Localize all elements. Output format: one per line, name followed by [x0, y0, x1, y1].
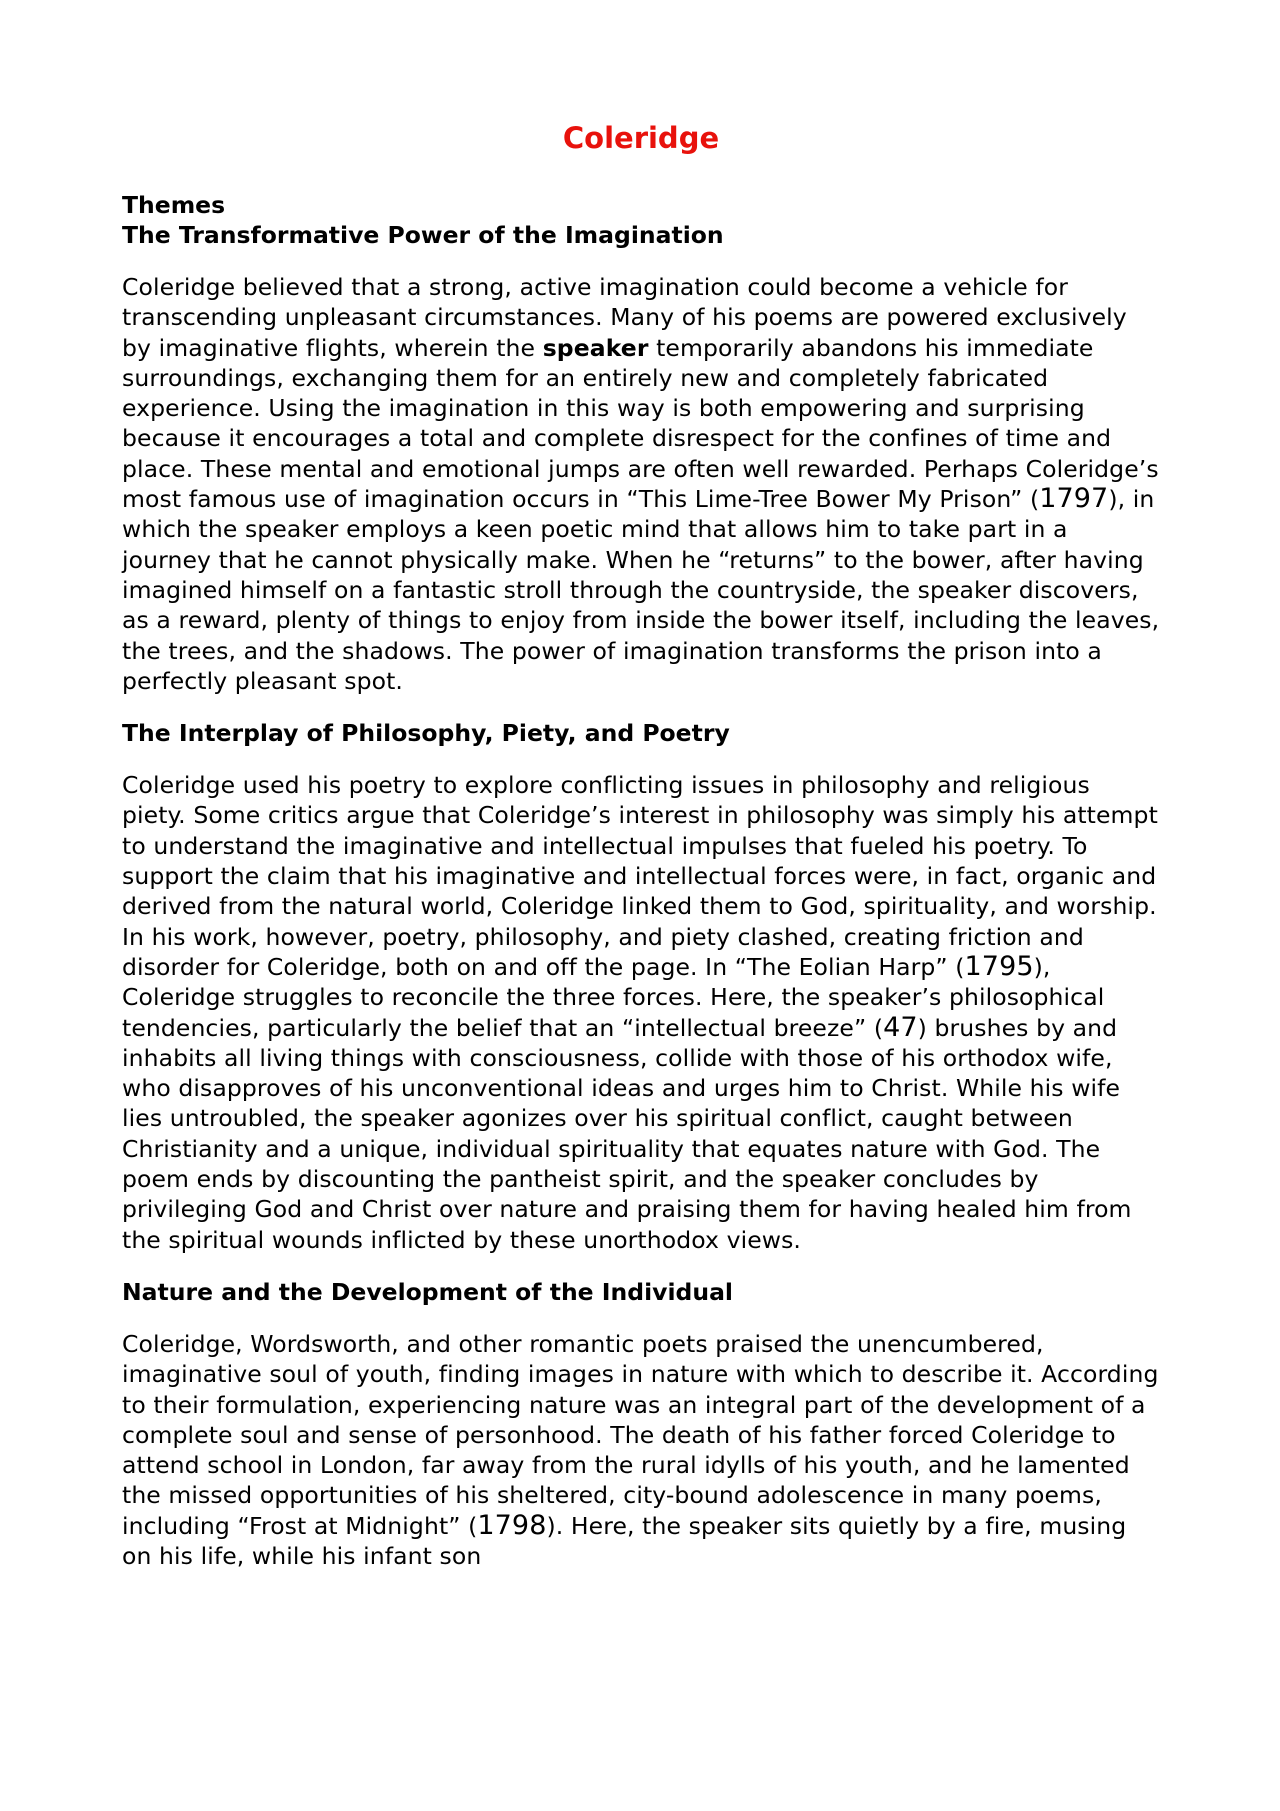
- section-imagination: [122, 220, 1160, 696]
- paragraph-text: Coleridge believed that a strong, active imagination could become a vehicle for transcending unpleasant circumstances. Many of his poems are powered exclusively by imaginative flights, wherein the: [122, 273, 1127, 362]
- section-philosophy: [122, 718, 1160, 1255]
- paragraph-text: ). Here, the speaker sits quietly by a fire, musing on his life, while his infant son: [122, 1511, 1127, 1570]
- section-paragraph-nature: [122, 1329, 1160, 1571]
- paragraph-text: Coleridge used his poetry to explore conflicting issues in philosophy and religious piety. Some critics argue that Coleridge’s interest in philosophy was simply his attempt to understand the imaginative and intellectual impulses that fueled his poetry. To support the claim that his imaginative and intellectual forces were, in fact, organic and derived from the natural world, Coleridge linked them to God, spirituality, and worship. In his work, however, poetry, philosophy, and piety clashed, creating friction and disorder for Coleridge, both on and off the page. In “The Eolian Harp” (: [122, 771, 1158, 981]
- document-title: Coleridge: [562, 121, 720, 155]
- section-heading-imagination: The Transformative Power of the Imagination: [122, 221, 724, 249]
- year-1797: 1797: [1039, 483, 1109, 515]
- themes-label: Themes: [122, 191, 226, 219]
- section-paragraph-philosophy: [122, 770, 1160, 1255]
- section-paragraph-imagination: [122, 272, 1160, 696]
- line-number-47: 47: [883, 1011, 918, 1043]
- paragraph-text: temporarily abandons his immediate surroundings, exchanging them for an entirely new and completely fabricated experience. Using the imagination in this way is both empowering and surprising because it encourages a total and complete disrespect for the confines of time and place. These mental and emotional jumps are often well rewarded. Perhaps Coleridge’s most famous use of imagination occurs in “This Lime-Tree Bower My Prison” (: [122, 333, 1159, 514]
- paragraph-text: ) brushes by and inhabits all living things with consciousness, collide with those of his orthodox wife, who disapproves of his unconventional ideas and urges him to Christ. While his wife lies untroubled, the speaker agonizes over his spiritual conflict, caught between Christianity and a unique, individual spirituality that equates nature with God. The poem ends by discounting the pantheist spirit, and the speaker concludes by privileging God and Christ over nature and praising them for having healed him from the spiritual wounds inflicted by these unorthodox views.: [122, 1013, 1132, 1254]
- year-1795: 1795: [964, 950, 1034, 982]
- year-1798: 1798: [477, 1509, 547, 1541]
- paragraph-text: Coleridge, Wordsworth, and other romantic poets praised the unencumbered, imaginative soul of youth, finding images in nature with which to describe it. According to their formulation, experiencing nature was an integral part of the development of a complete soul and sense of personhood. The death of his father forced Coleridge to attend school in London, far away from the rural idylls of his youth, and he lamented the missed opportunities of his sheltered, city-bound adolescence in many poems, including “Frost at Midnight” (: [122, 1329, 1159, 1540]
- speaker-term: speaker: [542, 333, 649, 362]
- section-heading-philosophy: The Interplay of Philosophy, Piety, and Poetry: [122, 719, 730, 748]
- section-nature: [122, 1277, 1160, 1571]
- paragraph-text: ), in which the speaker employs a keen poetic mind that allows him to take part in a journey that he cannot physically make. When he “returns” to the bower, after having imagined himself on a fantastic stroll through the countryside, the speaker discovers, as a reward, plenty of things to enjoy from inside the bower itself, including the leaves, the trees, and the shadows. The power of imagination transforms the prison into a perfectly pleasant spot.: [122, 485, 1160, 695]
- paragraph-text: ), Coleridge struggles to reconcile the three forces. Here, the speaker’s philosophical tendencies, particularly the belief that an “intellectual breeze” (: [122, 952, 1105, 1042]
- section-heading-nature: Nature and the Development of the Individual: [122, 1277, 733, 1306]
